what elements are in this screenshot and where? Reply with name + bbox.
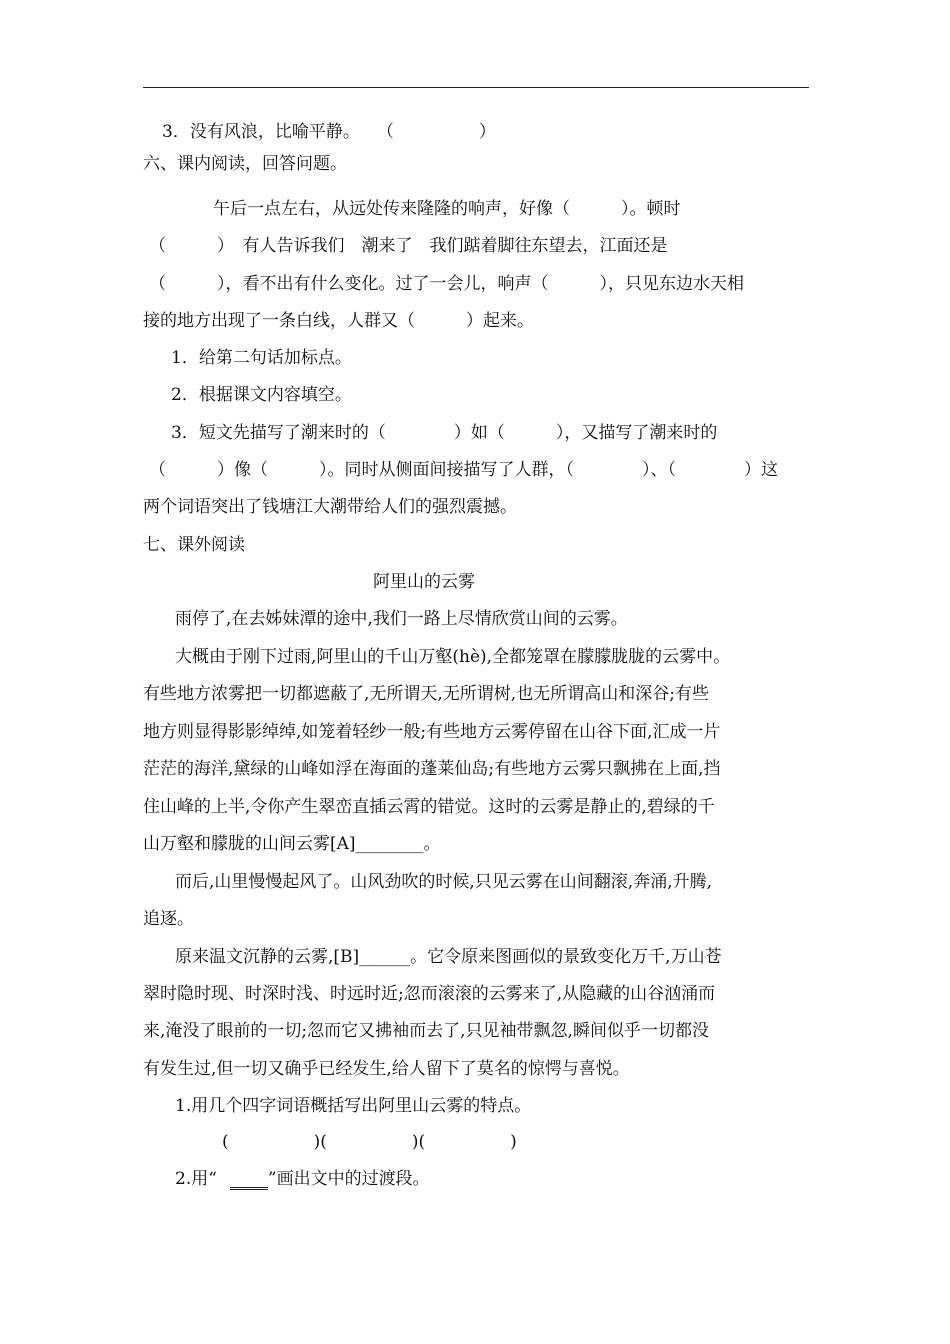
section-6-question: 1．给第二句话加标点。 (171, 348, 352, 368)
passage-7-line: 山万壑和朦胧的山间云雾[A]________。 (143, 834, 441, 854)
passage-7-line: 有发生过,但一切又确乎已经发生,给人留下了莫名的惊愕与喜悦。 (143, 1059, 630, 1079)
passage-7-line: 住山峰的上半,令你产生翠峦直插云霄的错觉。这时的云雾是静止的,碧绿的千 (143, 797, 715, 817)
section-6-question-cont: 两个词语突出了钱塘江大潮带给人们的强烈震撼。 (143, 497, 517, 517)
passage-7-line: 茫茫的海洋,黛绿的山峰如浮在海面的蓬莱仙岛;有些地方云雾只飘拂在上面,挡 (143, 759, 721, 779)
passage-7-line: 原来温文沉静的云雾,[B]______。它令原来图画似的景致变化万千,万山苍 (175, 947, 722, 967)
section-6-question: 3．短文先描写了潮来时的（ ）如（ ），又描写了潮来时的 (171, 423, 718, 443)
passage-7-line: 雨停了,在去姊妹潭的途中,我们一路上尽情欣赏山间的云雾。 (175, 609, 628, 629)
passage-7-line: 追逐。 (143, 909, 194, 929)
answer-blanks: ( )( )( ) (222, 1132, 517, 1152)
section-7-question: 2.用“ ”画出文中的过渡段。 (175, 1169, 430, 1189)
passage-7-line: 翠时隐时现、时深时浅、时远时近;忽而滚滚的云雾来了,从隐藏的山谷汹涌而 (143, 984, 716, 1004)
section-7-question: 1.用几个四字词语概括写出阿里山云雾的特点。 (175, 1096, 532, 1116)
header-rule (143, 87, 809, 88)
section-7-heading: 七、课外阅读 (143, 535, 245, 555)
question-3-top: 3．没有风浪，比喻平静。 （ ） (162, 122, 496, 142)
section-6-heading: 六、课内阅读，回答问题。 (143, 154, 347, 174)
passage-7-line: 来,淹没了眼前的一切;忽而它又拂袖而去了,只见袖带飘忽,瞬间似乎一切都没 (143, 1021, 709, 1041)
section-6-question: 2．根据课文内容填空。 (171, 385, 352, 405)
passage-7-line: 而后,山里慢慢起风了。山风劲吹的时候,只见云雾在山间翻滚,奔涌,升腾, (175, 872, 713, 892)
double-underline-mark (230, 1187, 268, 1190)
passage-6-line: （ ），看不出有什么变化。过了一会儿，响声（ ），只见东边水天相 (149, 274, 744, 294)
passage-6-line: 接的地方出现了一条白线，人群又（ ）起来。 (143, 311, 534, 331)
passage-6-line: （ ） 有人告诉我们 潮来了 我们踮着脚往东望去，江面还是 (149, 236, 668, 256)
section-6-question-cont: （ ）像（ ）。同时从侧面间接描写了人群，（ ）、（ ）这 (149, 460, 778, 480)
passage-6-line: 午后一点左右，从远处传来隆隆的响声，好像（ ）。顿时 (213, 199, 681, 219)
passage-7-line: 有些地方浓雾把一切都遮蔽了,无所谓天,无所谓树,也无所谓高山和深谷;有些 (143, 684, 709, 704)
passage-title: 阿里山的云雾 (373, 572, 475, 592)
passage-7-line: 大概由于刚下过雨,阿里山的千山万壑(hè),全都笼罩在朦朦胧胧的云雾中。 (175, 647, 731, 667)
passage-7-line: 地方则显得影影绰绰,如笼着轻纱一般;有些地方云雾停留在山谷下面,汇成一片 (143, 722, 721, 742)
